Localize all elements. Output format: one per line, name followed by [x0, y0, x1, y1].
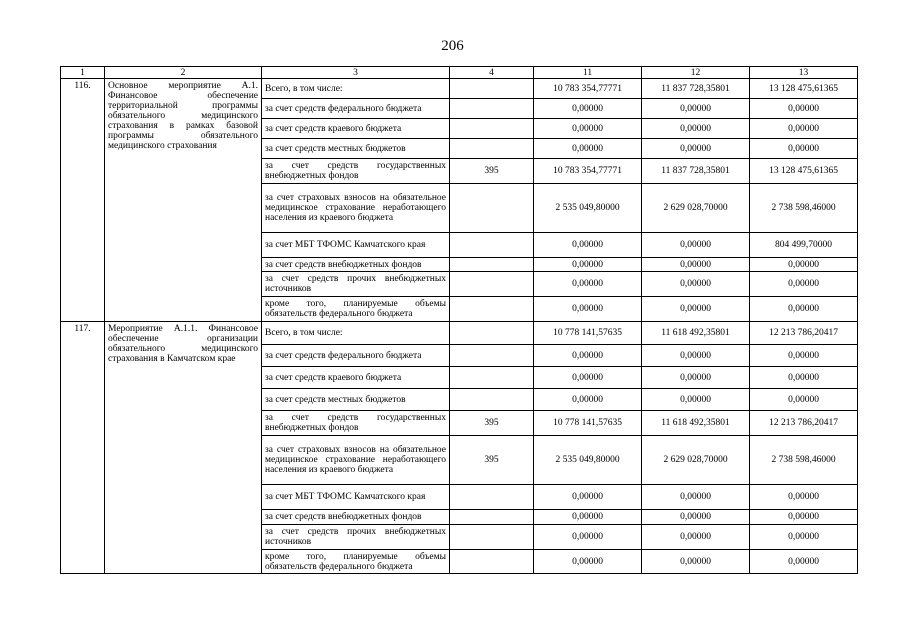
value-2011: 0,00000	[534, 272, 642, 297]
funding-source: за счет средств внебюджетных фондов	[262, 258, 450, 272]
value-2012: 11 837 728,35801	[642, 79, 750, 99]
funding-source: за счет МБТ ТФОМС Камчатского края	[262, 233, 450, 258]
code-cell	[450, 99, 534, 119]
funding-source: за счет средств краевого бюджета	[262, 367, 450, 389]
funding-source: за счет средств внебюджетных фондов	[262, 510, 450, 525]
header-cell: 12	[642, 67, 750, 79]
code-cell	[450, 297, 534, 322]
value-2013: 12 213 786,20417	[750, 411, 858, 436]
code-cell	[450, 139, 534, 159]
value-2013: 0,00000	[750, 525, 858, 550]
funding-source: за счет средств государственных внебюджетных фондов	[262, 159, 450, 184]
value-2013: 0,00000	[750, 272, 858, 297]
value-2011: 0,00000	[534, 233, 642, 258]
value-2013: 0,00000	[750, 258, 858, 272]
header-cell: 2	[105, 67, 262, 79]
header-cell: 4	[450, 67, 534, 79]
value-2012: 11 837 728,35801	[642, 159, 750, 184]
funding-source: кроме того, планируемые объемы обязательств федерального бюджета	[262, 550, 450, 574]
table-row	[61, 79, 858, 99]
code-cell	[450, 79, 534, 99]
value-2011: 0,00000	[534, 139, 642, 159]
value-2011: 0,00000	[534, 345, 642, 367]
value-2013: 12 213 786,20417	[750, 322, 858, 345]
measure-name: Основное мероприятие А.1. Финансовое обеспечение территориальной программы обязательного медицинского страхования в рамках базовой программы обязательного медицинского страхования	[105, 79, 262, 322]
code-cell	[450, 389, 534, 411]
value-2011: 2 535 049,80000	[534, 436, 642, 485]
value-2011: 0,00000	[534, 297, 642, 322]
value-2012: 0,00000	[642, 525, 750, 550]
code-cell	[450, 367, 534, 389]
code-cell	[450, 119, 534, 139]
table-row	[61, 322, 858, 345]
value-2012: 11 618 492,35801	[642, 411, 750, 436]
funding-source: за счет средств местных бюджетов	[262, 389, 450, 411]
value-2013: 2 738 598,46000	[750, 436, 858, 485]
value-2011: 10 778 141,57635	[534, 322, 642, 345]
code-cell	[450, 510, 534, 525]
funding-source: за счет средств прочих внебюджетных источников	[262, 525, 450, 550]
value-2013: 0,00000	[750, 345, 858, 367]
funding-source: за счет средств краевого бюджета	[262, 119, 450, 139]
row-number: 116.	[61, 79, 105, 322]
code-cell	[450, 550, 534, 574]
value-2013: 13 128 475,61365	[750, 159, 858, 184]
value-2011: 0,00000	[534, 510, 642, 525]
value-2012: 0,00000	[642, 345, 750, 367]
value-2012: 0,00000	[642, 233, 750, 258]
value-2011: 0,00000	[534, 367, 642, 389]
header-row	[61, 67, 858, 79]
value-2011: 0,00000	[534, 525, 642, 550]
header-cell: 1	[61, 67, 105, 79]
code-cell	[450, 485, 534, 510]
value-2011: 0,00000	[534, 389, 642, 411]
page-number: 206	[441, 38, 464, 54]
value-2013: 0,00000	[750, 99, 858, 119]
value-2012: 2 629 028,70000	[642, 184, 750, 233]
value-2012: 0,00000	[642, 367, 750, 389]
measure-name: Мероприятие А.1.1. Финансовое обеспечение организации обязательного медицинского страхования в Камчатском крае	[105, 322, 262, 574]
funding-source: за счет средств прочих внебюджетных источников	[262, 272, 450, 297]
code-cell: 395	[450, 411, 534, 436]
value-2011: 0,00000	[534, 99, 642, 119]
value-2013: 0,00000	[750, 119, 858, 139]
value-2012: 0,00000	[642, 139, 750, 159]
funding-source: за счет средств государственных внебюджетных фондов	[262, 411, 450, 436]
value-2013: 2 738 598,46000	[750, 184, 858, 233]
funding-source: за счет средств местных бюджетов	[262, 139, 450, 159]
value-2012: 0,00000	[642, 510, 750, 525]
value-2013: 0,00000	[750, 389, 858, 411]
value-2012: 0,00000	[642, 258, 750, 272]
value-2013: 0,00000	[750, 297, 858, 322]
value-2013: 0,00000	[750, 510, 858, 525]
value-2012: 11 618 492,35801	[642, 322, 750, 345]
code-cell	[450, 184, 534, 233]
funding-source: Всего, в том числе:	[262, 322, 450, 345]
value-2012: 0,00000	[642, 297, 750, 322]
value-2013: 804 499,70000	[750, 233, 858, 258]
code-cell	[450, 345, 534, 367]
value-2012: 2 629 028,70000	[642, 436, 750, 485]
value-2011: 10 783 354,77771	[534, 79, 642, 99]
funding-source: за счет средств федерального бюджета	[262, 99, 450, 119]
value-2012: 0,00000	[642, 99, 750, 119]
value-2011: 10 778 141,57635	[534, 411, 642, 436]
code-cell	[450, 322, 534, 345]
value-2012: 0,00000	[642, 389, 750, 411]
value-2013: 0,00000	[750, 139, 858, 159]
code-cell	[450, 233, 534, 258]
header-cell: 3	[262, 67, 450, 79]
row-number: 117.	[61, 322, 105, 574]
code-cell: 395	[450, 159, 534, 184]
header-cell: 13	[750, 67, 858, 79]
funding-source: за счет средств федерального бюджета	[262, 345, 450, 367]
value-2011: 0,00000	[534, 119, 642, 139]
code-cell	[450, 272, 534, 297]
funding-source: Всего, в том числе:	[262, 79, 450, 99]
value-2011: 0,00000	[534, 485, 642, 510]
funding-source: за счет МБТ ТФОМС Камчатского края	[262, 485, 450, 510]
header-cell: 11	[534, 67, 642, 79]
value-2012: 0,00000	[642, 485, 750, 510]
funding-source: за счет страховых взносов на обязательное медицинское страхование неработающего населения из краевого бюджета	[262, 184, 450, 233]
value-2012: 0,00000	[642, 119, 750, 139]
funding-source: за счет страховых взносов на обязательное медицинское страхование неработающего населения из краевого бюджета	[262, 436, 450, 485]
value-2012: 0,00000	[642, 550, 750, 574]
code-cell	[450, 525, 534, 550]
value-2013: 0,00000	[750, 485, 858, 510]
value-2011: 0,00000	[534, 258, 642, 272]
code-cell: 395	[450, 436, 534, 485]
code-cell	[450, 258, 534, 272]
value-2011: 10 783 354,77771	[534, 159, 642, 184]
funding-source: кроме того, планируемые объемы обязательств федерального бюджета	[262, 297, 450, 322]
value-2013: 13 128 475,61365	[750, 79, 858, 99]
value-2011: 2 535 049,80000	[534, 184, 642, 233]
value-2013: 0,00000	[750, 367, 858, 389]
value-2013: 0,00000	[750, 550, 858, 574]
budget-table	[60, 66, 858, 574]
value-2012: 0,00000	[642, 272, 750, 297]
value-2011: 0,00000	[534, 550, 642, 574]
